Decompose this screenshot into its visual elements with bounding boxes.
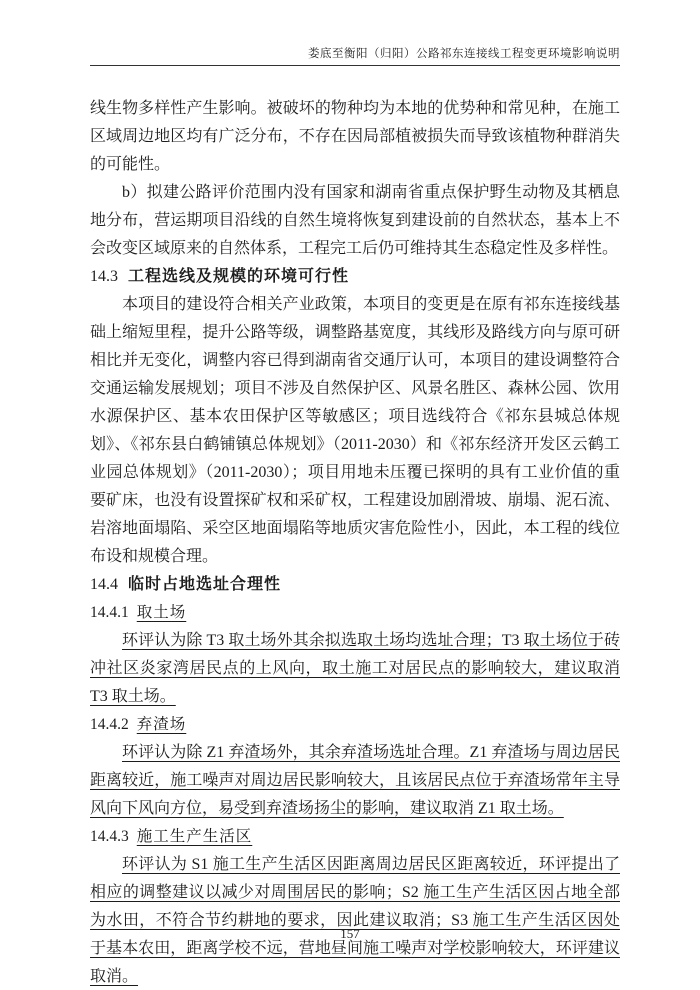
subsection-number: 14.4.1 (90, 604, 129, 621)
section-title: 工程选线及规模的环境可行性 (128, 268, 350, 285)
page-header (90, 45, 620, 66)
section-number: 14.3 (90, 268, 118, 285)
section-number: 14.4 (90, 576, 118, 593)
subsection-title: 取土场 (136, 604, 187, 621)
subsection-number: 14.4.3 (90, 828, 129, 845)
paragraph-continuation: 线生物多样性产生影响。被破坏的物种均为本地的优势种和常见种，在施工区域周边地区均有广泛分布，不存在因局部植被损失而导致该植物种群消失的可能性。 (90, 100, 620, 173)
paragraph-section-14-3: 本项目的建设符合相关产业政策，本项目的变更是在原有祁东连接线基础上缩短里程，提升公路等级，调整路基宽度，其线形及路线方向与原可研相比并无变化，调整内容已得到湖南省交通厅认可，本项目的建设调整符合交通运输发展规划；项目不涉及自然保护区、风景名胜区、森林公园、饮用水源保护区、基本农田保护区等敏感区；项目选线符合《祁东县城总体规划》、《祁东县白鹤铺镇总体规划》（2011-2030）和《祁东经济开发区云鹤工业园总体规划》（2011-2030）；项目用地未压覆已探明的具有工业价值的重要矿床，也没有设置探矿权和采矿权，工程建设加剧滑坡、崩塌、泥石流、岩溶地面塌陷、采空区地面塌陷等地质灾害危险性小，因此，本工程的线位布设和规模合理。 (90, 296, 620, 565)
subsection-heading-14-4-1 (90, 599, 620, 627)
section-heading-14-4 (90, 571, 620, 599)
subsection-title: 弃渣场 (136, 716, 187, 733)
paragraph-section-14-4-1: 环评认为除 T3 取土场外其余拟选取土场均选址合理；T3 取土场位于砖冲社区炎家湾居民点的上风向，取土施工对居民点的影响较大，建议取消 T3 取土场。 (90, 632, 620, 705)
paragraph-item-b: b）拟建公路评价范围内没有国家和湖南省重点保护野生动物及其栖息地分布，营运期项目沿线的自然生境将恢复到建设前的自然状态，基本上不会改变区域原来的自然体系，工程完工后仍可维持其生态稳定性及多样性。 (90, 184, 620, 257)
subsection-number: 14.4.2 (90, 716, 129, 733)
paragraph-section-14-4-2: 环评认为除 Z1 弃渣场外，其余弃渣场选址合理。Z1 弃渣场与周边居民距离较近，施工噪声对周边居民影响较大，且该居民点位于弃渣场常年主导风向下风向方位，易受到弃渣场扬尘的影响，建议取消 Z1 取土场。 (90, 744, 620, 817)
section-heading-14-3 (90, 263, 620, 291)
subsection-heading-14-4-3 (90, 823, 620, 851)
page-footer (0, 926, 700, 942)
page-number: 157 (340, 926, 360, 941)
paragraph-section-14-4-3: 环评认为 S1 施工生产生活区因距离周边居民区距离较近，环评提出了相应的调整建议以减少对周围居民的影响；S2 施工生产生活区因占地全部为水田，不符合节约耕地的要求，因此建议取消；S3 施工生产生活区因处于基本农田，距离学校不远，营地昼间施工噪声对学校影响较大，环评建议取消。 (90, 856, 620, 985)
document-body (90, 95, 620, 990)
header-title: 娄底至衡阳（归阳）公路祁东连接线工程变更环境影响说明 (308, 48, 620, 60)
section-title: 临时占地选址合理性 (128, 576, 282, 593)
subsection-title: 施工生产生活区 (136, 828, 253, 845)
subsection-heading-14-4-2 (90, 711, 620, 739)
